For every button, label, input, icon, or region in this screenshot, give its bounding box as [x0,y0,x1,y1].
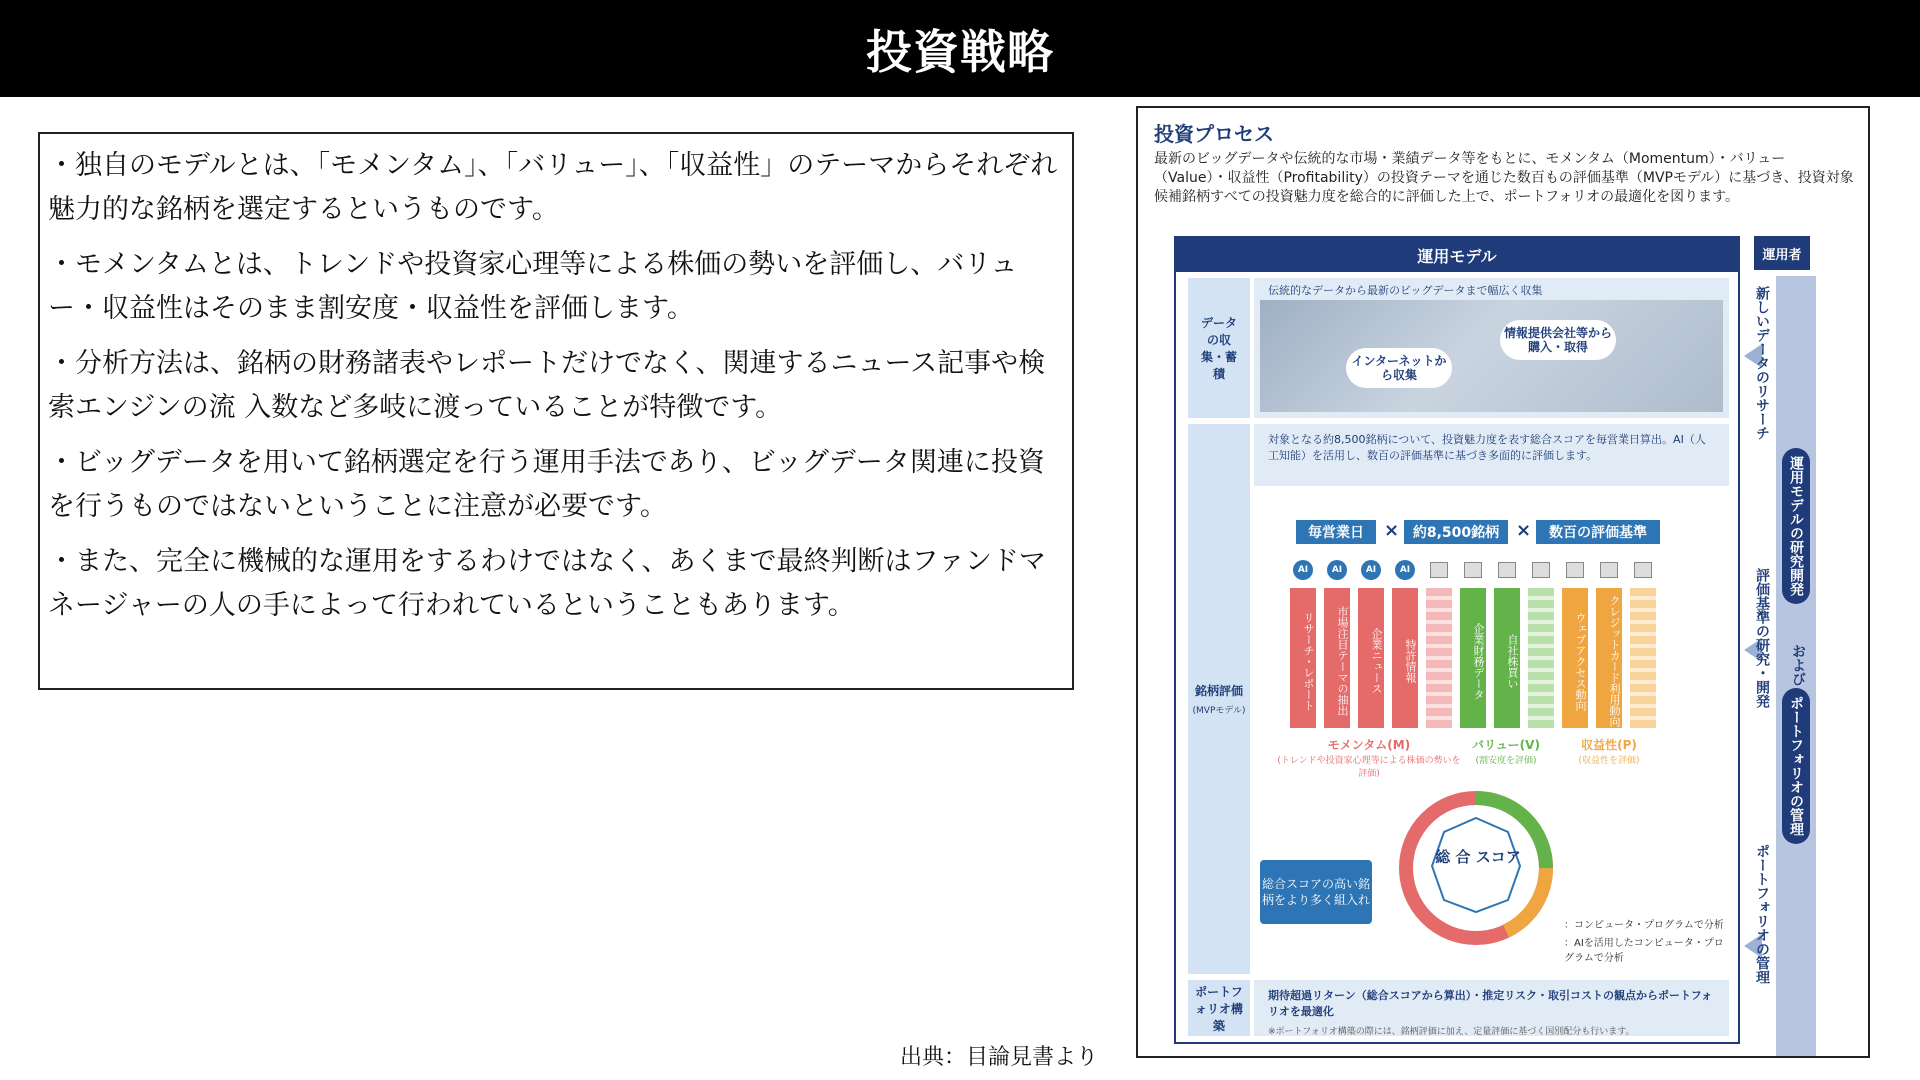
op-portfolio-mgmt-2: ポートフォリオの管理 [1754,844,1770,984]
stage-portfolio-label: ポートフォリオ構築 [1195,984,1243,1033]
group-profit-label: 収益性(P) [1581,738,1637,752]
portfolio-area [1254,980,1729,1036]
group-value-sub: (割安度を評価) [1475,756,1537,766]
portfolio-text: 期待超過リターン（総合スコアから算出）・推定リスク・取引コストの観点からポートフォリオを最適化 [1268,989,1713,1018]
cloud-internet: インターネットから収集 [1346,348,1452,388]
legend-ai: ：AIを活用したコンピュータ・プログラムで分析 [1564,938,1724,964]
portfolio-note: ※ポートフォリオ構築の際には、銘柄評価に加え、定量評価に基づく国別配分も行います。 [1268,1027,1635,1037]
stage-eval-sub: (MVPモデル) [1192,706,1246,716]
page-title: 投資戦略 [0,0,1920,97]
ai-badge-2: AI [1327,560,1347,580]
bullet-5: ・また、完全に機械的な運用をするわけではなく、あくまで最終判断はファンドマネージャーの人の手によって行われているということもあります。 [48,546,1046,621]
bullet-1: ・独自のモデルとは、「モメンタム」、「バリュー」、「収益性」のテーマからそれぞれ魅力的な銘柄を選定するというものです。 [48,150,1058,225]
chip-criteria: 数百の評価基準 [1536,520,1660,544]
pc-icon-2 [1464,562,1482,578]
pc-icon-5 [1566,562,1584,578]
eval-description: 対象となる約8,500銘柄について、投資魅力度を表す総合スコアを毎営業日算出。AI（人工知能）を活用し、数百の評価基準に基づき多面的に評価します。 [1254,424,1729,486]
source-note: 出典：目論見書より [900,1045,1099,1070]
pc-icon-7 [1634,562,1652,578]
bigdata-illustration [1260,300,1723,412]
bullet-3: ・分析方法は、銘柄の財務諸表やレポートだけでなく、関連するニュース記事や検索エンジンの流 入数など多岐に渡っていることが特徴です。 [48,348,1046,423]
bar-theme: 市場注目テーマの抽出 [1324,588,1350,728]
bar-buyback: 自社株買い [1494,588,1520,728]
op-criteria: 評価基準の研究・開発 [1754,568,1770,708]
ai-badge-1: AI [1293,560,1313,580]
ai-badge-4: AI [1395,560,1415,580]
group-momentum-label: モメンタム(M) [1327,738,1411,752]
bar-profit-extra [1630,588,1656,728]
operator-header: 運用者 [1754,236,1810,270]
pc-icon-4 [1532,562,1550,578]
stage-portfolio [1188,980,1250,1036]
figure-title: 投資プロセス [1154,122,1274,146]
callout-high-score: 総合スコアの高い銘柄をより多く組入れ [1260,860,1372,924]
pc-icon-3 [1498,562,1516,578]
chip-daily: 毎営業日 [1296,520,1376,544]
group-value [1460,736,1552,766]
cloud-vendor: 情報提供会社等から購入・取得 [1500,320,1616,360]
bar-news: 企業ニュース [1358,588,1384,728]
investment-process-figure [1136,106,1870,1058]
legend-pc: ：コンピュータ・プログラムで分析 [1564,920,1724,931]
bullet-4: ・ビッグデータを用いて銘柄選定を行う運用手法であり、ビッグデータ関連に投資を行うものではないということに注意が必要です。 [48,447,1045,522]
times-2: × [1516,520,1532,541]
stage-collect [1188,278,1250,418]
figure-description: 最新のビッグデータや伝統的な市場・業績データ等をもとに、モメンタム（Momentum）・バリュー（Value）・収益性（Profitability）の投資テーマを通じた数百もの評価基準（MVPモデル）に基づき、投資対象候補銘柄すべての投資魅力度を総合的に評価した上で、ポートフォリオの最適化を図ります。 [1154,151,1854,205]
bar-momentum-extra [1426,588,1452,728]
group-momentum [1276,736,1462,779]
bar-value-extra [1528,588,1554,728]
bar-patent: 特許情報 [1392,588,1418,728]
total-score-label: 総 合 スコア [1435,848,1521,866]
model-header: 運用モデル [1176,238,1738,272]
stage-collect-label: データの収集・蓄積 [1200,316,1237,381]
explanation-box [38,132,1074,690]
group-value-label: バリュー(V) [1472,738,1540,752]
pc-icon-1 [1430,562,1448,578]
group-momentum-sub: (トレンドや投資家心理等による株価の勢いを評価) [1277,756,1461,779]
collect-area [1254,278,1729,418]
score-radar [1396,788,1556,948]
times-1: × [1384,520,1400,541]
collect-caption: 伝統的なデータから最新のビッグデータまで幅広く収集 [1268,284,1543,297]
group-profit-sub: (収益性を評価) [1578,756,1640,766]
stage-eval-label: 銘柄評価 [1194,684,1243,698]
pc-icon-6 [1600,562,1618,578]
op-new-data: 新しいデータのリサーチ [1754,286,1770,440]
bar-card: クレジットカード利用動向 [1596,588,1622,728]
bar-financial: 企業財務データ [1460,588,1486,728]
model-panel [1174,236,1740,1044]
op-portfolio-mgmt: ポートフォリオの管理 [1782,688,1810,844]
bar-research: リサーチ・レポート [1290,588,1316,728]
bullet-2: ・モメンタムとは、トレンドや投資家心理等による株価の勢いを評価し、バリュー・収益性はそのまま割安度・収益性を評価します。 [48,249,1018,324]
chip-stocks: 約8,500銘柄 [1404,520,1508,544]
op-and: および [1790,644,1806,686]
op-research-dev: 運用モデルの研究開発 [1782,448,1810,604]
stage-eval [1188,424,1250,974]
ai-badge-3: AI [1361,560,1381,580]
radar-ring-profit [1506,868,1546,931]
group-profit [1556,736,1662,766]
bar-web: ウェブアクセス動向 [1562,588,1588,728]
